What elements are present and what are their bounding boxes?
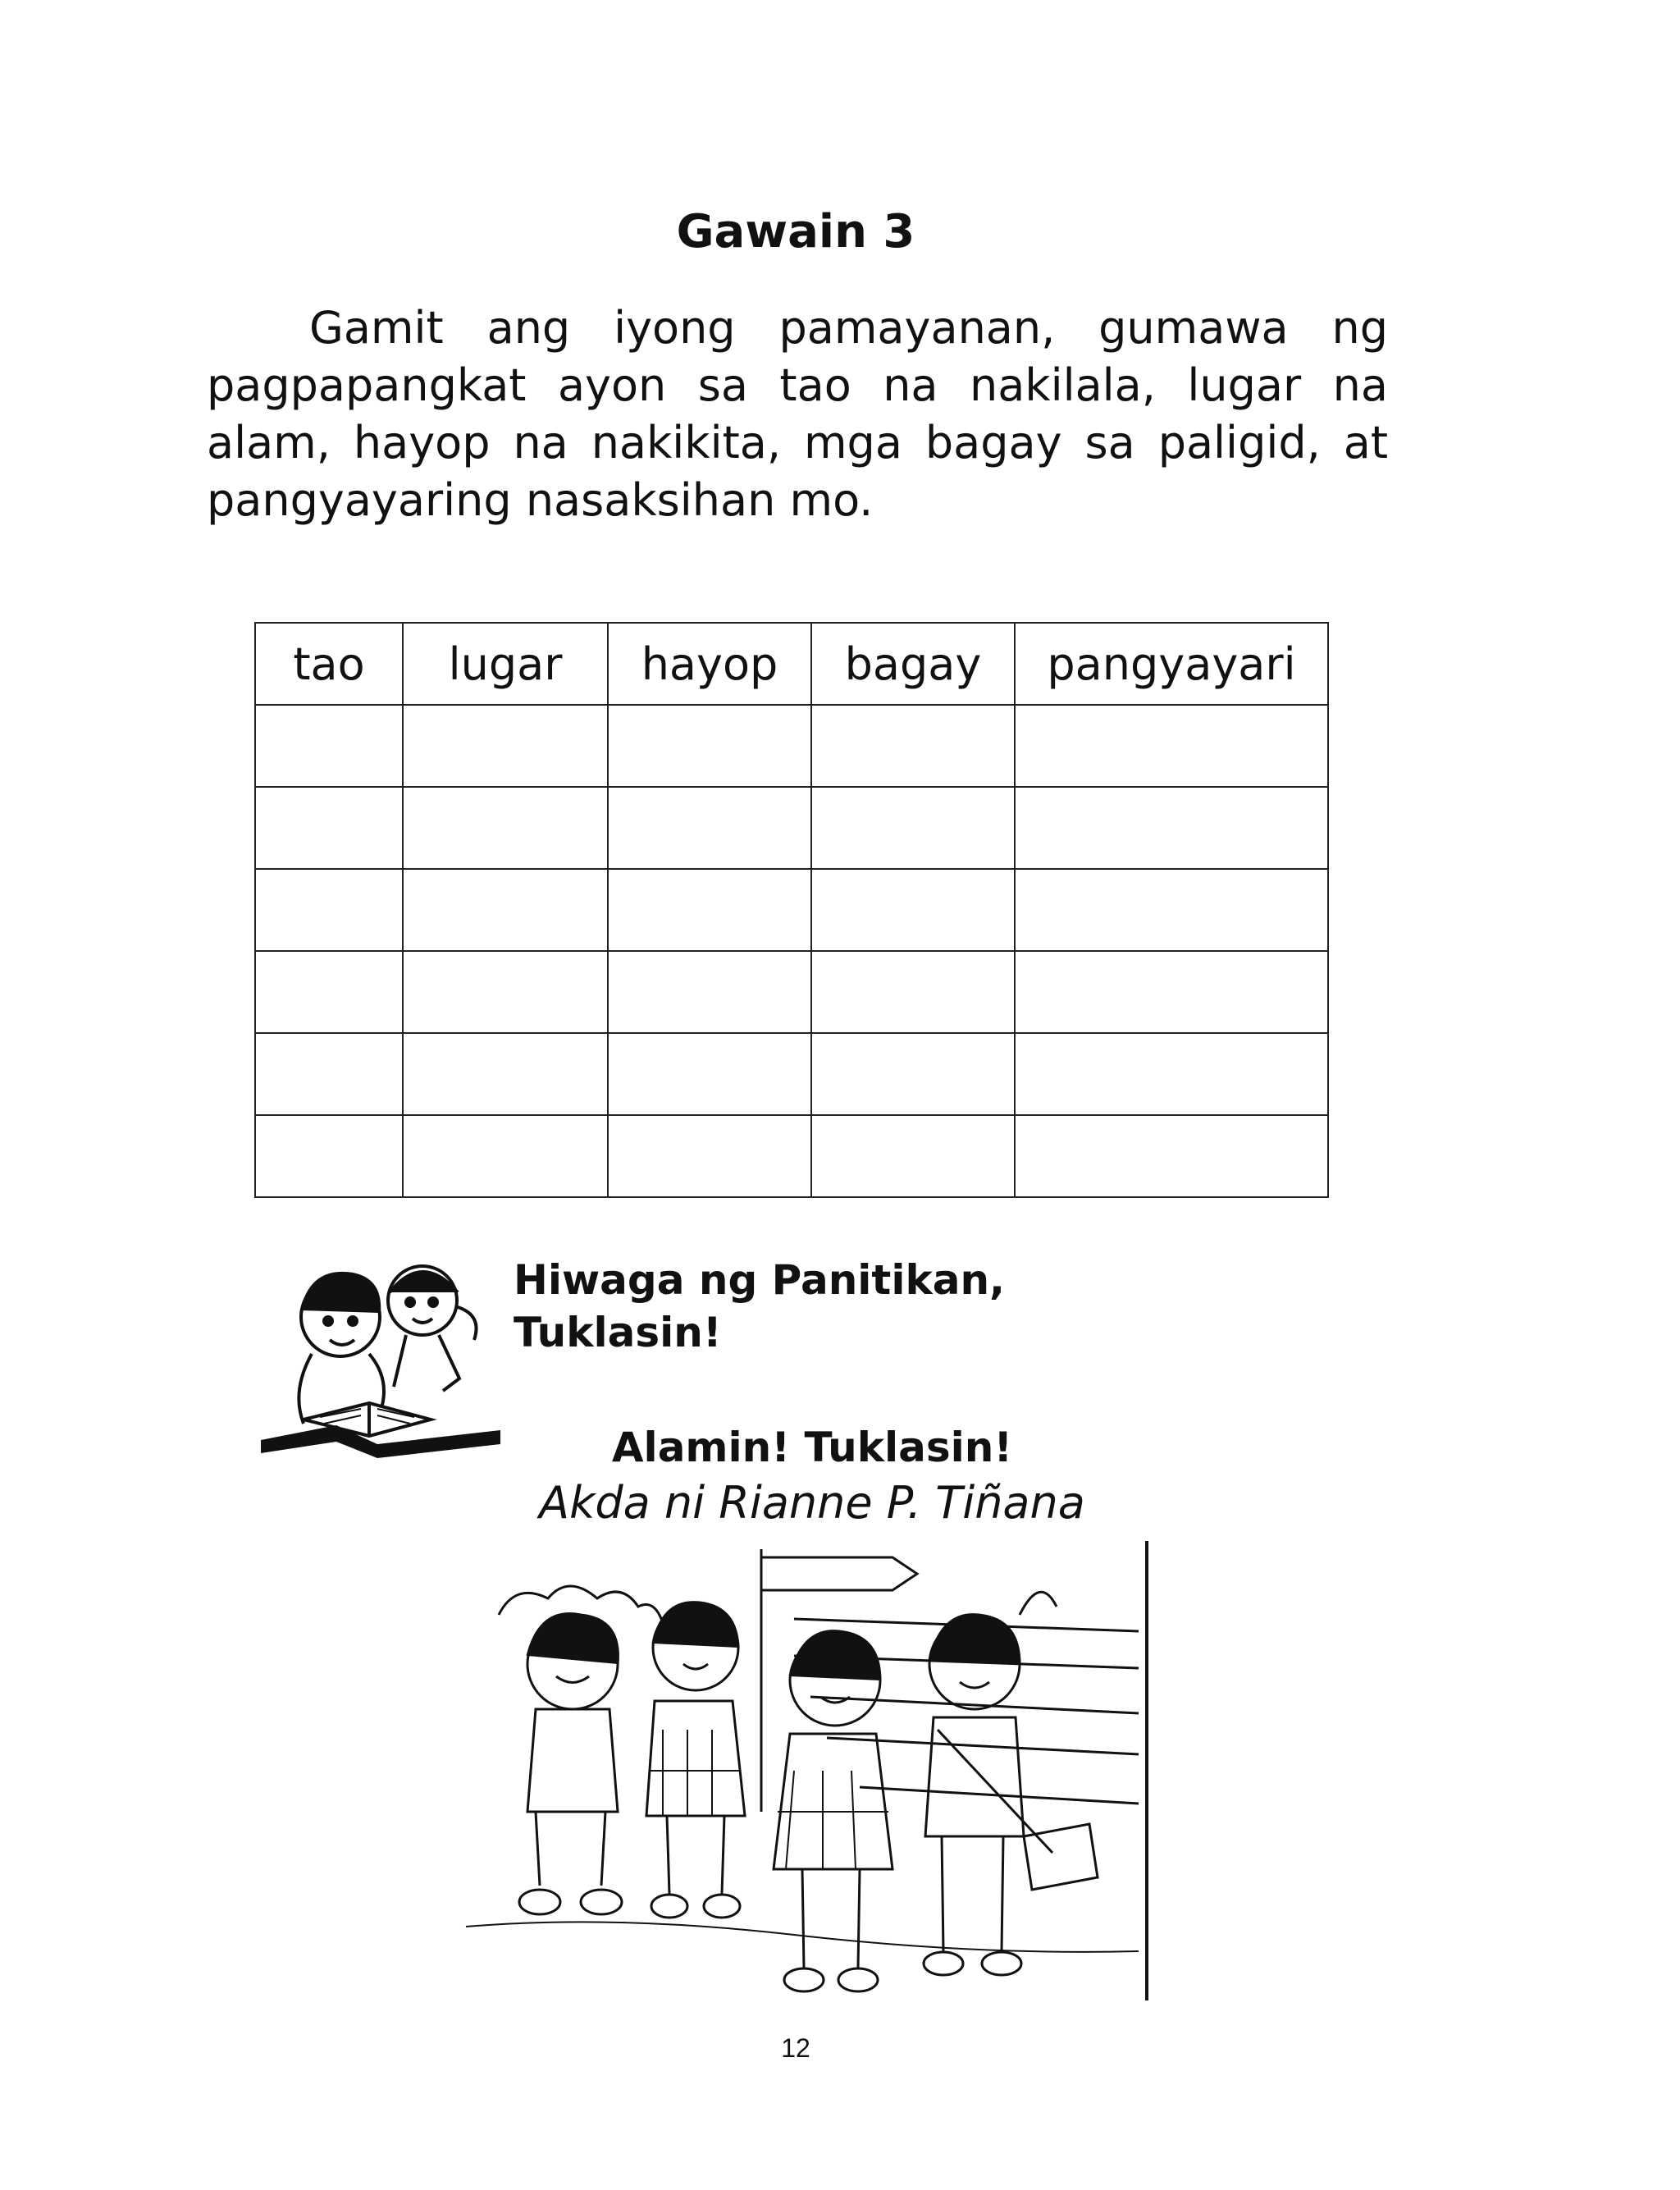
header-tao: tao [255, 623, 403, 705]
page-number: 12 [781, 2033, 810, 2063]
students-walking-illustration [450, 1541, 1155, 2000]
section-title-line2: Tuklasin! [514, 1309, 722, 1356]
header-pangyayari: pangyayari [1015, 623, 1328, 705]
table-row [255, 951, 1328, 1033]
table-cell [403, 1115, 608, 1197]
table-cell [403, 787, 608, 869]
children-reading-icon [254, 1235, 517, 1465]
table-row [255, 869, 1328, 951]
table-cell [811, 1115, 1015, 1197]
table-cell [811, 787, 1015, 869]
table-row [255, 705, 1328, 787]
table-cell [608, 1033, 811, 1115]
table-cell [608, 705, 811, 787]
header-lugar: lugar [403, 623, 608, 705]
table-cell [255, 951, 403, 1033]
table-cell [255, 705, 403, 787]
table-cell [255, 787, 403, 869]
table-row [255, 1115, 1328, 1197]
table-cell [255, 869, 403, 951]
table-cell [811, 705, 1015, 787]
table-cell [403, 951, 608, 1033]
section-subtitle: Alamin! Tuklasin! [611, 1424, 1013, 1471]
grouping-table [254, 622, 1329, 1198]
table-row [255, 1033, 1328, 1115]
table-cell [403, 869, 608, 951]
table-cell [403, 705, 608, 787]
table-cell [403, 1033, 608, 1115]
table-cell [255, 1115, 403, 1197]
header-bagay: bagay [811, 623, 1015, 705]
table-cell [1015, 869, 1328, 951]
table-cell [608, 869, 811, 951]
table-cell [1015, 951, 1328, 1033]
activity-instruction: Gamit ang iyong pamayanan, gumawa ng pagpapangkat ayon sa tao na nakilala, lugar na alam, hayop na nakikita, mga bagay sa paligid, at pangyayaring nasaksihan mo. [207, 302, 1388, 526]
table-cell [1015, 705, 1328, 787]
table-cell [811, 1033, 1015, 1115]
table-cell [811, 869, 1015, 951]
table-cell [811, 951, 1015, 1033]
story-author: Akda ni Rianne P. Tiñana [539, 1477, 1085, 1529]
section-title-line1: Hiwaga ng Panitikan, [514, 1256, 1006, 1304]
header-hayop: hayop [608, 623, 811, 705]
table-cell [608, 787, 811, 869]
table-header-row [255, 623, 1328, 705]
table-cell [1015, 1033, 1328, 1115]
table-cell [255, 1033, 403, 1115]
table-cell [1015, 1115, 1328, 1197]
table-cell [608, 1115, 811, 1197]
table-cell [608, 951, 811, 1033]
activity-title: Gawain 3 [676, 205, 915, 258]
table-cell [1015, 787, 1328, 869]
table-row [255, 787, 1328, 869]
